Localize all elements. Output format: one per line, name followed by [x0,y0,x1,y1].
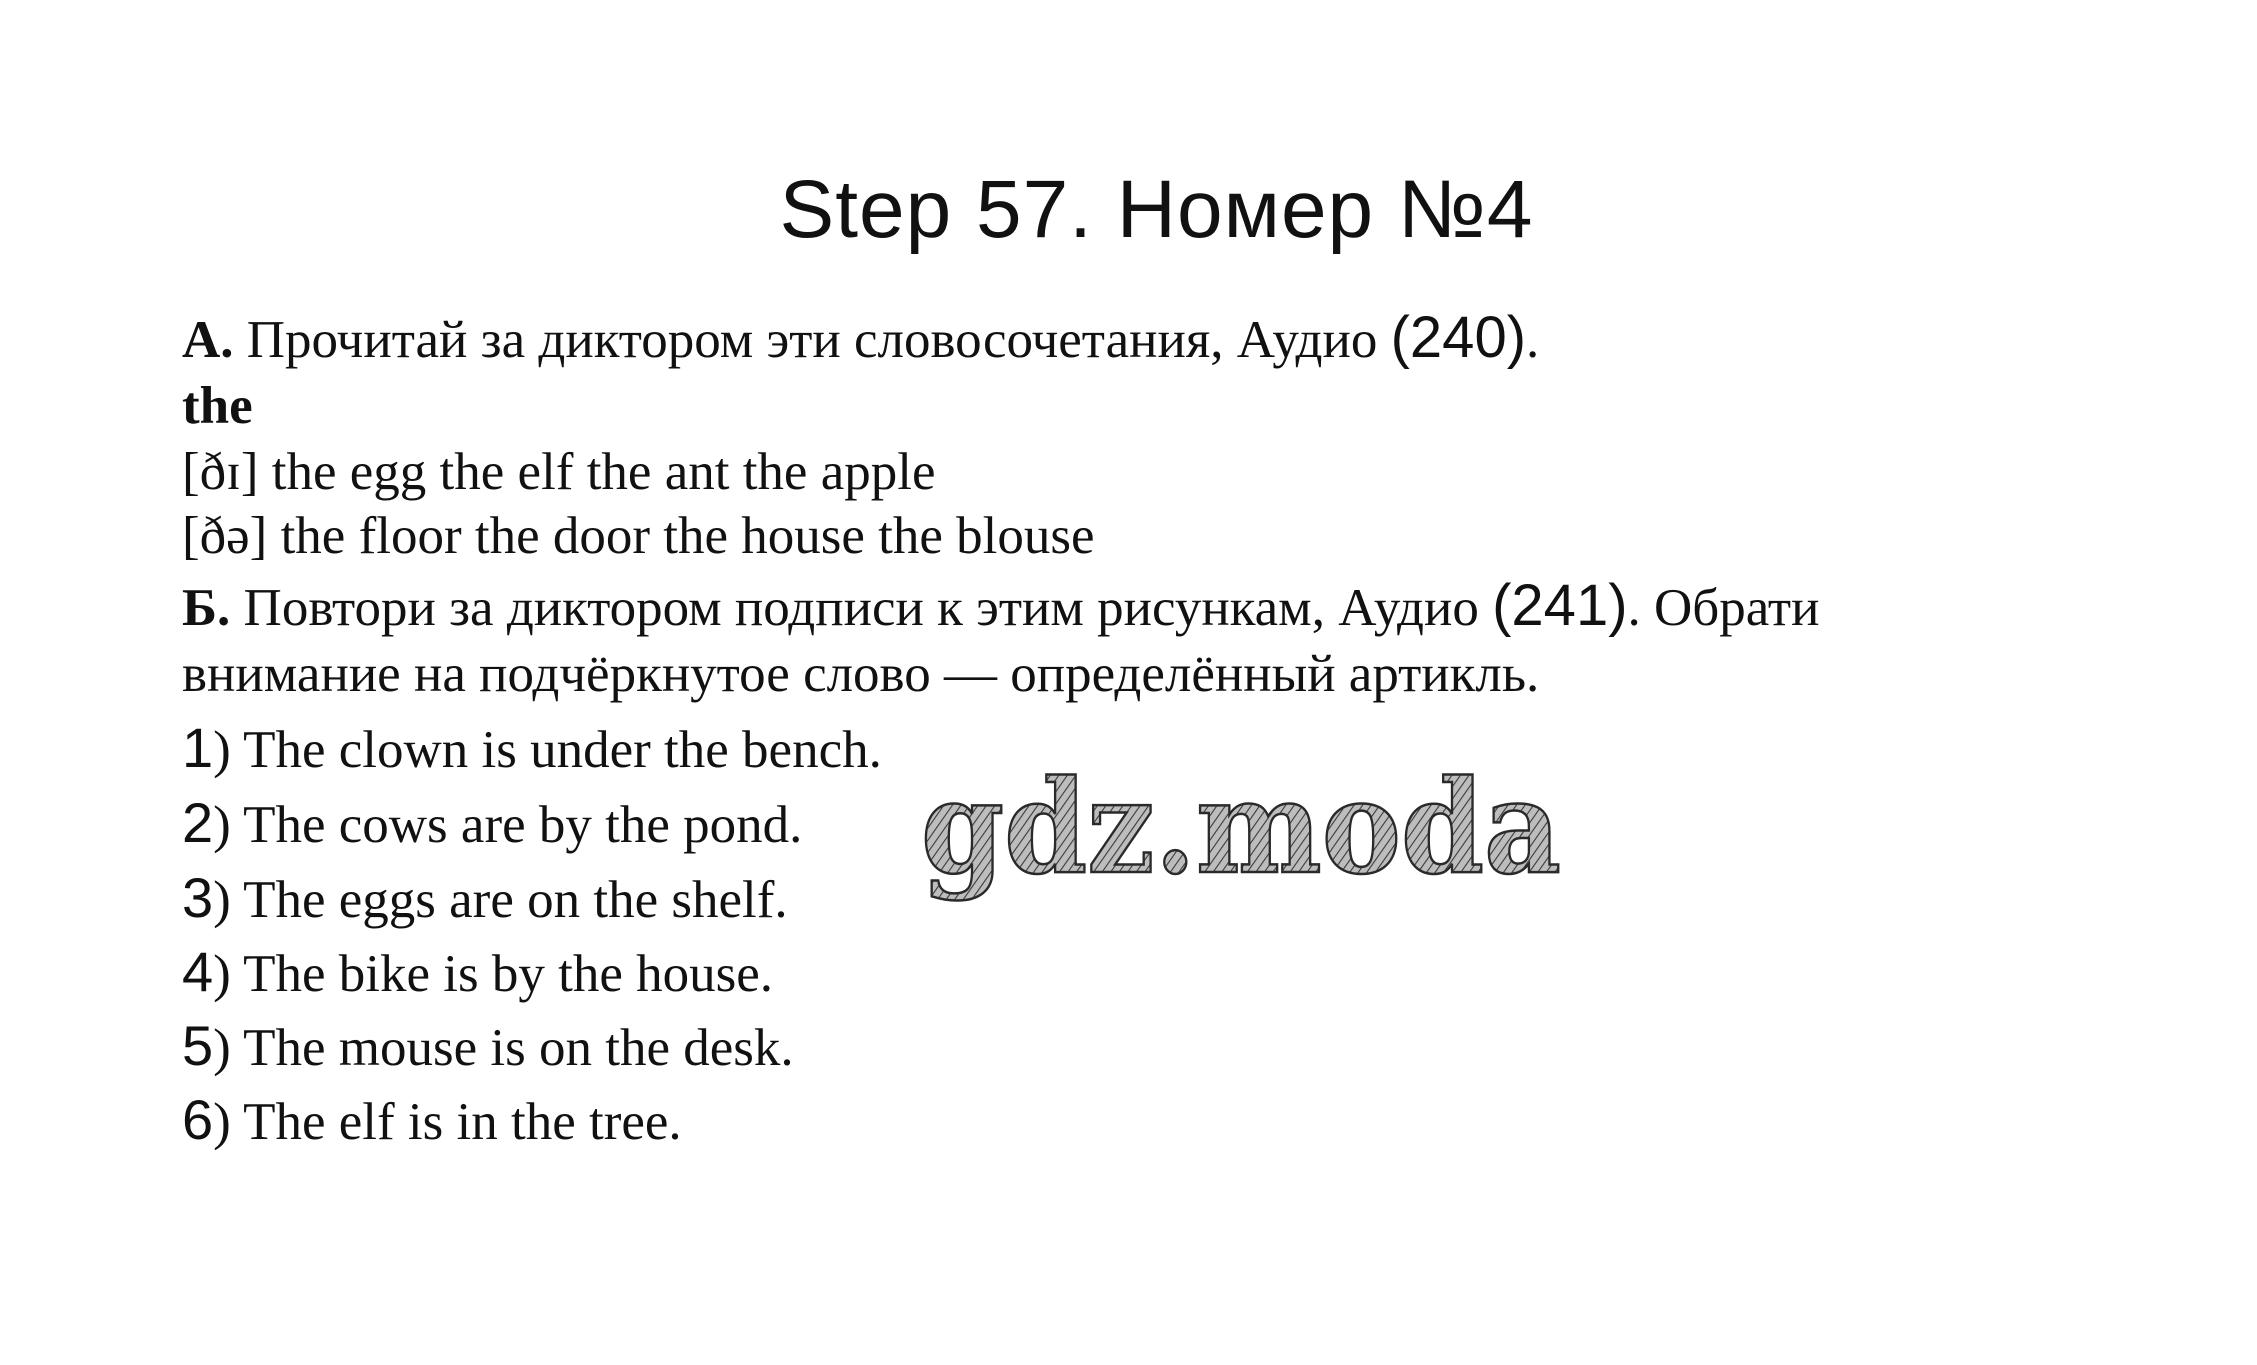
phonetic-words: the floor the door the house the blouse [267,507,1095,565]
section-b-label: Б. [182,579,231,637]
section-a-end: . [1526,311,1540,369]
sentence-text: ) The bike is by the house. [213,945,773,1003]
section-b-instruction-line2: внимание на подчёркнутое слово — определённый артикль. [182,645,1540,703]
sentence-3 [182,866,788,932]
sentence-text: ) The mouse is on the desk. [213,1019,794,1077]
phonetic-row-2 [182,504,1095,568]
sentence-4 [182,940,773,1006]
keyword-heading [182,374,253,438]
phonetic-sound: [ðɪ] [182,443,259,501]
phonetic-words: the egg the elf the ant the apple [258,443,936,501]
watermark-logo [915,760,1575,920]
sentence-6 [182,1088,682,1154]
page-title: Step 57. Номер №4 [779,164,1534,255]
section-b-text: Повтори за диктором подписи к этим рисункам, Аудио [230,579,1493,637]
sentence-text: ) The eggs are on the shelf. [213,871,788,929]
sentence-number: 5 [182,1014,214,1077]
section-b-audio: (241) [1492,573,1628,638]
section-a-text: Прочитай за диктором эти словосочетания, Аудио [233,311,1391,369]
sentence-number: 3 [182,866,214,929]
section-a-label: А. [182,311,234,369]
sentence-text: ) The elf is in the tree. [213,1093,682,1151]
section-b-instruction [182,574,1819,640]
keyword: the [182,377,253,435]
section-a-instruction [182,306,1539,372]
watermark-text: gdz.moda [921,760,1561,903]
sentence-1 [182,716,882,782]
sentence-number: 1 [182,716,214,779]
section-a-audio: (240) [1390,305,1527,370]
phonetic-sound: [ðə] [182,507,268,565]
section-b-end: . Обрати [1627,579,1820,637]
sentence-2 [182,791,802,857]
sentence-number: 6 [182,1088,214,1151]
phonetic-row-1 [182,440,935,504]
sentence-text: ) The clown is under the bench. [213,721,882,779]
sentence-text: ) The cows are by the pond. [213,796,803,854]
sentence-number: 2 [182,791,214,854]
sentence-5 [182,1014,794,1080]
sentence-number: 4 [182,940,214,1003]
